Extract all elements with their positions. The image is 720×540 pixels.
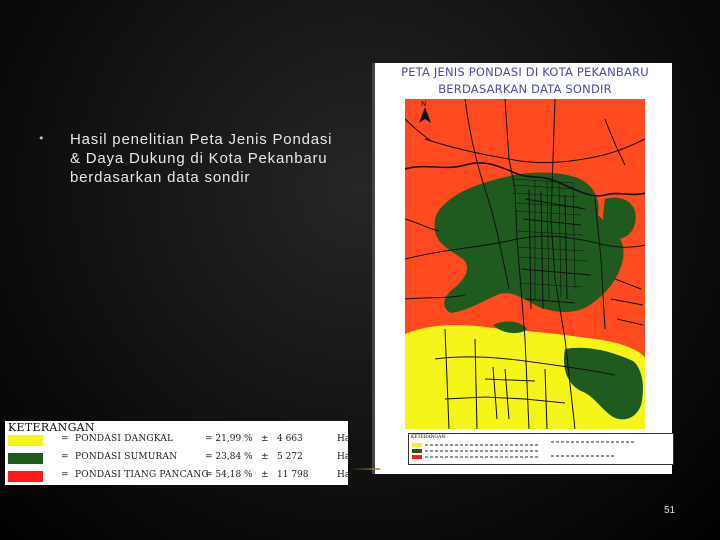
mini-legend-swatches <box>409 434 675 466</box>
legend-eq: = <box>61 452 69 462</box>
legend-eq: = <box>61 470 69 480</box>
bullet-item <box>38 130 338 187</box>
legend-row-tiang-pancang <box>5 470 351 484</box>
legend-row-sumuran <box>5 452 351 466</box>
legend-unit: Ha <box>337 452 351 462</box>
legend-swatch-dangkal <box>8 435 43 446</box>
legend-area: 5 272 <box>277 452 303 462</box>
legend-swatch-sumuran <box>8 453 43 464</box>
legend-row-dangkal <box>5 434 351 448</box>
legend-area: 11 798 <box>277 470 309 480</box>
legend-swatch-tiang-pancang <box>8 471 43 482</box>
decorative-line <box>350 468 380 470</box>
legend-unit: Ha <box>337 434 351 444</box>
legend-title: KETERANGAN <box>8 421 95 434</box>
mini-legend-title: KETERANGAN <box>411 435 446 440</box>
legend-unit: Ha <box>337 470 351 480</box>
map-title-line2: BERDASARKAN DATA SONDIR <box>438 82 612 96</box>
legend-eq: = <box>61 434 69 444</box>
legend-area: 4 663 <box>277 434 303 444</box>
legend-name: PONDASI TIANG PANCANG <box>75 470 209 480</box>
legend-percent: = 21,99 % <box>205 434 253 444</box>
bullet-dot: • <box>38 132 45 145</box>
legend-name: PONDASI DANGKAL <box>75 434 174 444</box>
legend-plusminus: ± <box>261 452 269 462</box>
legend-plusminus: ± <box>261 434 269 444</box>
foundation-map-image <box>372 63 672 474</box>
legend-plusminus: ± <box>261 470 269 480</box>
legend-percent: = 54,18 % <box>205 470 253 480</box>
north-label: N <box>421 100 427 108</box>
map-title-line1: PETA JENIS PONDASI DI KOTA PEKANBARU <box>401 65 649 79</box>
bullet-text: Hasil penelitian Peta Jenis Pondasi & Daya Dukung di Kota Pekanbaru berdasarkan data sondir <box>70 131 333 186</box>
legend-name: PONDASI SUMURAN <box>75 452 178 462</box>
page-number: 51 <box>664 505 676 516</box>
legend-panel <box>5 421 351 485</box>
map-drawing <box>405 99 645 429</box>
legend-percent: = 23,84 % <box>205 452 253 462</box>
mini-legend <box>408 433 674 465</box>
